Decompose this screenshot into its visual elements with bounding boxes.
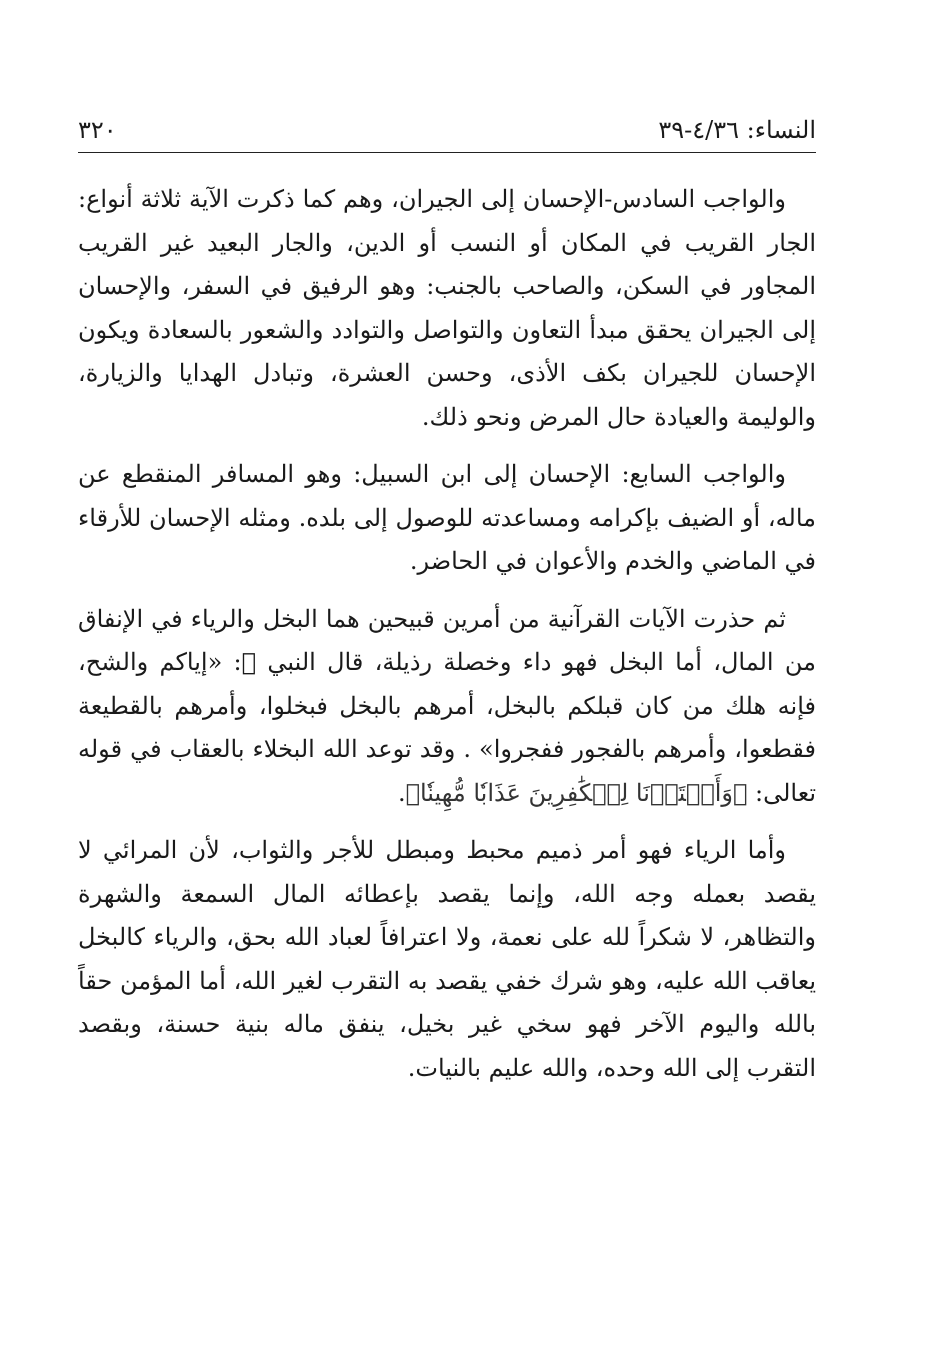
paragraph-miserliness bbox=[78, 598, 816, 816]
main-text bbox=[78, 178, 816, 1104]
paragraph-neighbors: والواجب السادس-الإحسان إلى الجيران، وهم كما ذكرت الآية ثلاثة أنواع: الجار القريب في المكان أو النسب أو الدين، والجار البعيد غير القريب المجاور في السكن، والصاحب بالجنب: وهو الرفيق في السفر، والإحسان إلى الجيران يحقق مبدأ التعاون والتواصل والتوادد والشعور بالسعادة ويكون الإحسان للجيران بكف الأذى، وحسن العشرة، وتبادل الهدايا والزيارة، والوليمة والعيادة حال المرض ونحو ذلك. bbox=[78, 185, 816, 431]
verse-end-punct: . bbox=[397, 778, 406, 807]
header-divider bbox=[78, 152, 816, 153]
paragraph-showing-off: وأما الرياء فهو أمر ذميم محبط ومبطل للأجر والثواب، لأن المرائي لا يقصد بعمله وجه الله، وإنما يقصد بإعطائه المال السمعة والشهرة والتظاهر، لا شكراً لله على نعمة، ولا اعترافاً لعباد الله بحق، والرياء كالبخل يعاقب الله عليه، وهو شرك خفي يقصد به التقرب لغير الله، أما المؤمن حقاً بالله واليوم الآخر فهو سخي غير بخيل، ينفق ماله بنية حسنة، وبقصد التقرب إلى الله وحده، والله عليم بالنيات. bbox=[78, 836, 816, 1082]
page-header bbox=[78, 112, 816, 152]
miserliness-text: ثم حذرت الآيات القرآنية من أمرين قبيحين هما البخل والرياء في الإنفاق من المال، أما البخل فهو داء وخصلة رذيلة، قال النبي ﷺ: «إياكم والشح، فإنه هلك من كان قبلكم بالبخل، أمرهم بالبخل فبخلوا، وأمرهم بالقطيعة فقطعوا، وأمرهم بالفجور ففجروا» . وقد توعد الله البخلاء بالعقاب في قوله تعالى: bbox=[78, 604, 816, 807]
quran-verse: ﴿وَأَعۡتَدۡنَا لِلۡكَٰفِرِينَ عَذَابٗا مُّهِينٗا﴾ bbox=[405, 778, 748, 807]
paragraph-wayfarer: والواجب السابع: الإحسان إلى ابن السبيل: وهو المسافر المنقطع عن ماله، أو الضيف بإكرامه ومساعدته للوصول إلى بلده. ومثله الإحسان للأرقاء في الماضي والخدم والأعوان في الحاضر. bbox=[78, 460, 816, 575]
page-number: ٣٢٠ bbox=[78, 116, 117, 144]
surah-reference: النساء: ٤/٣٦-٣٩ bbox=[658, 116, 816, 144]
